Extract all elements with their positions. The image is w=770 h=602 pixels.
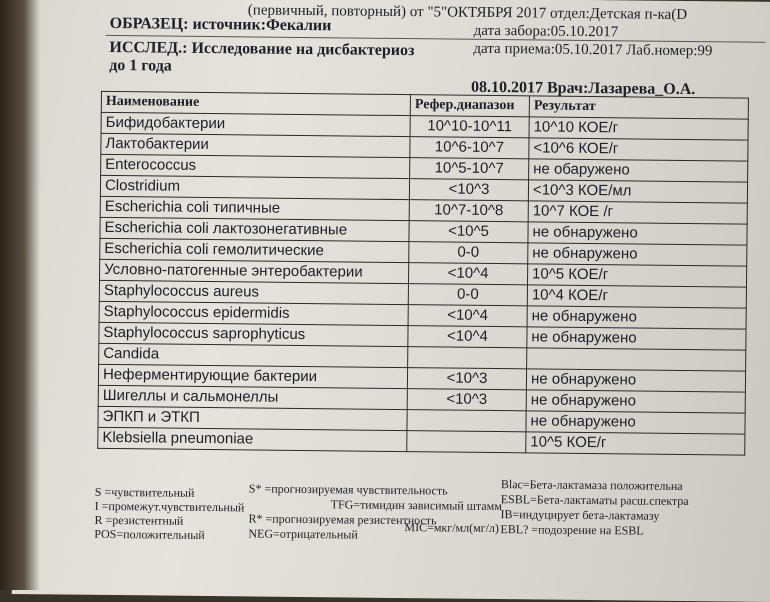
lab-report-paper	[12, 0, 770, 602]
result-value: не обнаружено	[527, 306, 746, 329]
column-header-reference: Рефер.диапазон	[410, 95, 529, 117]
organism-name: Escherichia coli лактозонегативные	[100, 217, 409, 241]
organism-name: Бифидобактерии	[101, 112, 410, 136]
result-value: не обнаружено	[526, 369, 745, 392]
reference-range: <10^5	[409, 221, 528, 243]
reference-range: <10^3	[409, 179, 528, 201]
result-value: не обнаружено	[528, 222, 747, 245]
result-value: 10^7 КОЕ /г	[528, 201, 747, 224]
doctor-line: 08.10.2017 Врач:Лазарева_О.А.	[470, 78, 696, 99]
organism-name: Klebsiella pneumoniae	[98, 427, 407, 451]
organism-name: Staphylococcus aureus	[99, 280, 408, 304]
result-value	[527, 348, 746, 371]
reference-range: 10^6-10^7	[410, 137, 529, 159]
organism-name: Staphylococcus saprophyticus	[99, 322, 408, 346]
reference-range: <10^3	[407, 368, 526, 390]
column-header-name: Наименование	[101, 91, 410, 115]
organism-name: Escherichia coli гемолитические	[100, 238, 409, 262]
legend-r-star: R* =прогнозируемая резистентность	[248, 511, 437, 528]
legend-blac: Blac=Бета-лактамаза положительна	[500, 477, 683, 493]
result-value: <10^6 КОЕ/г	[529, 138, 748, 161]
result-value: не обнаружено	[528, 243, 747, 266]
reference-range: <10^4	[408, 305, 527, 327]
reference-range	[407, 410, 526, 432]
legend-esbl: ESBL=Бета-лактаматы расш.спектра	[500, 492, 689, 509]
sample-source: ОБРАЗЕЦ: источник:Фекалии	[109, 14, 332, 35]
legend-pos: POS=положительный	[94, 526, 205, 542]
legend-neg: NEG=отрицательный	[248, 526, 358, 542]
reference-range: 10^5-10^7	[410, 158, 529, 180]
result-value: не обаружено	[529, 159, 748, 182]
reference-range: <10^4	[408, 263, 527, 285]
organism-name: Условно-патогенные энтеробактерии	[100, 259, 409, 283]
legend-ebl: EBL? =подозрение на ESBL	[500, 522, 644, 538]
receive-date: дата приема:05.10.2017 Лаб.номер:99	[473, 40, 713, 60]
organism-name: Clostridium	[100, 175, 409, 199]
legend-tfg: TFG=тимидин зависимый штамм	[330, 497, 502, 514]
reference-range	[407, 431, 526, 453]
organism-name: Candida	[99, 343, 408, 367]
header-top-line: (первичный, повторный) от "5"ОКТЯБРЯ 2017 отдел:Детская п-ка(D	[247, 2, 688, 24]
reference-range: 0-0	[408, 284, 527, 306]
organism-name: Лактобактерии	[101, 133, 410, 157]
legend-s: S =чувствительный	[94, 484, 195, 500]
organism-name: Шигеллы и сальмонеллы	[98, 385, 407, 409]
results-table	[97, 91, 749, 456]
result-value: не обнаружено	[526, 390, 745, 413]
reference-range: 10^10-10^11	[410, 116, 529, 138]
organism-name: Enterococcus	[101, 154, 410, 178]
organism-name: Неферментирующие бактерии	[98, 364, 407, 388]
photo-edge-shadow	[0, 0, 40, 590]
reference-range: <10^4	[408, 326, 527, 348]
organism-name: Staphylococcus epidermidis	[99, 301, 408, 325]
legend-i: I =промежут.чувствительный	[94, 498, 245, 515]
reference-range: <10^3	[407, 389, 526, 411]
legend-s-star: S* =прогнозируемая чувствительность	[248, 481, 448, 498]
legend-ib: IB=индуцирует бета-лактамазу	[500, 507, 660, 523]
result-value: 10^5 КОЕ/г	[526, 432, 745, 455]
result-value: не обнаружено	[527, 327, 746, 350]
column-header-result: Результат	[529, 96, 748, 119]
study-age: до 1 года	[109, 56, 172, 75]
organism-name: Escherichia coli типичные	[100, 196, 409, 220]
legend-r: R =резистентный	[94, 512, 184, 528]
organism-name: ЭПКП и ЭТКП	[98, 406, 407, 430]
result-value: 10^5 КОЕ/г	[527, 264, 746, 287]
collect-date: дата забора:05.10.2017	[473, 22, 619, 41]
result-value: 10^10 КОЕ/г	[529, 117, 748, 140]
result-value: <10^3 КОЕ/мл	[528, 180, 747, 203]
reference-range: 10^7-10^8	[409, 200, 528, 222]
result-value: не обнаружено	[526, 411, 745, 434]
reference-range	[408, 347, 527, 369]
study-title: ИССЛЕД.: Исследование на дисбактериоз	[109, 38, 415, 60]
legend-mic: MIC=мкг/мл(мг/л)	[404, 520, 500, 536]
result-value: 10^4 КОЕ/г	[527, 285, 746, 308]
reference-range: 0-0	[409, 242, 528, 264]
